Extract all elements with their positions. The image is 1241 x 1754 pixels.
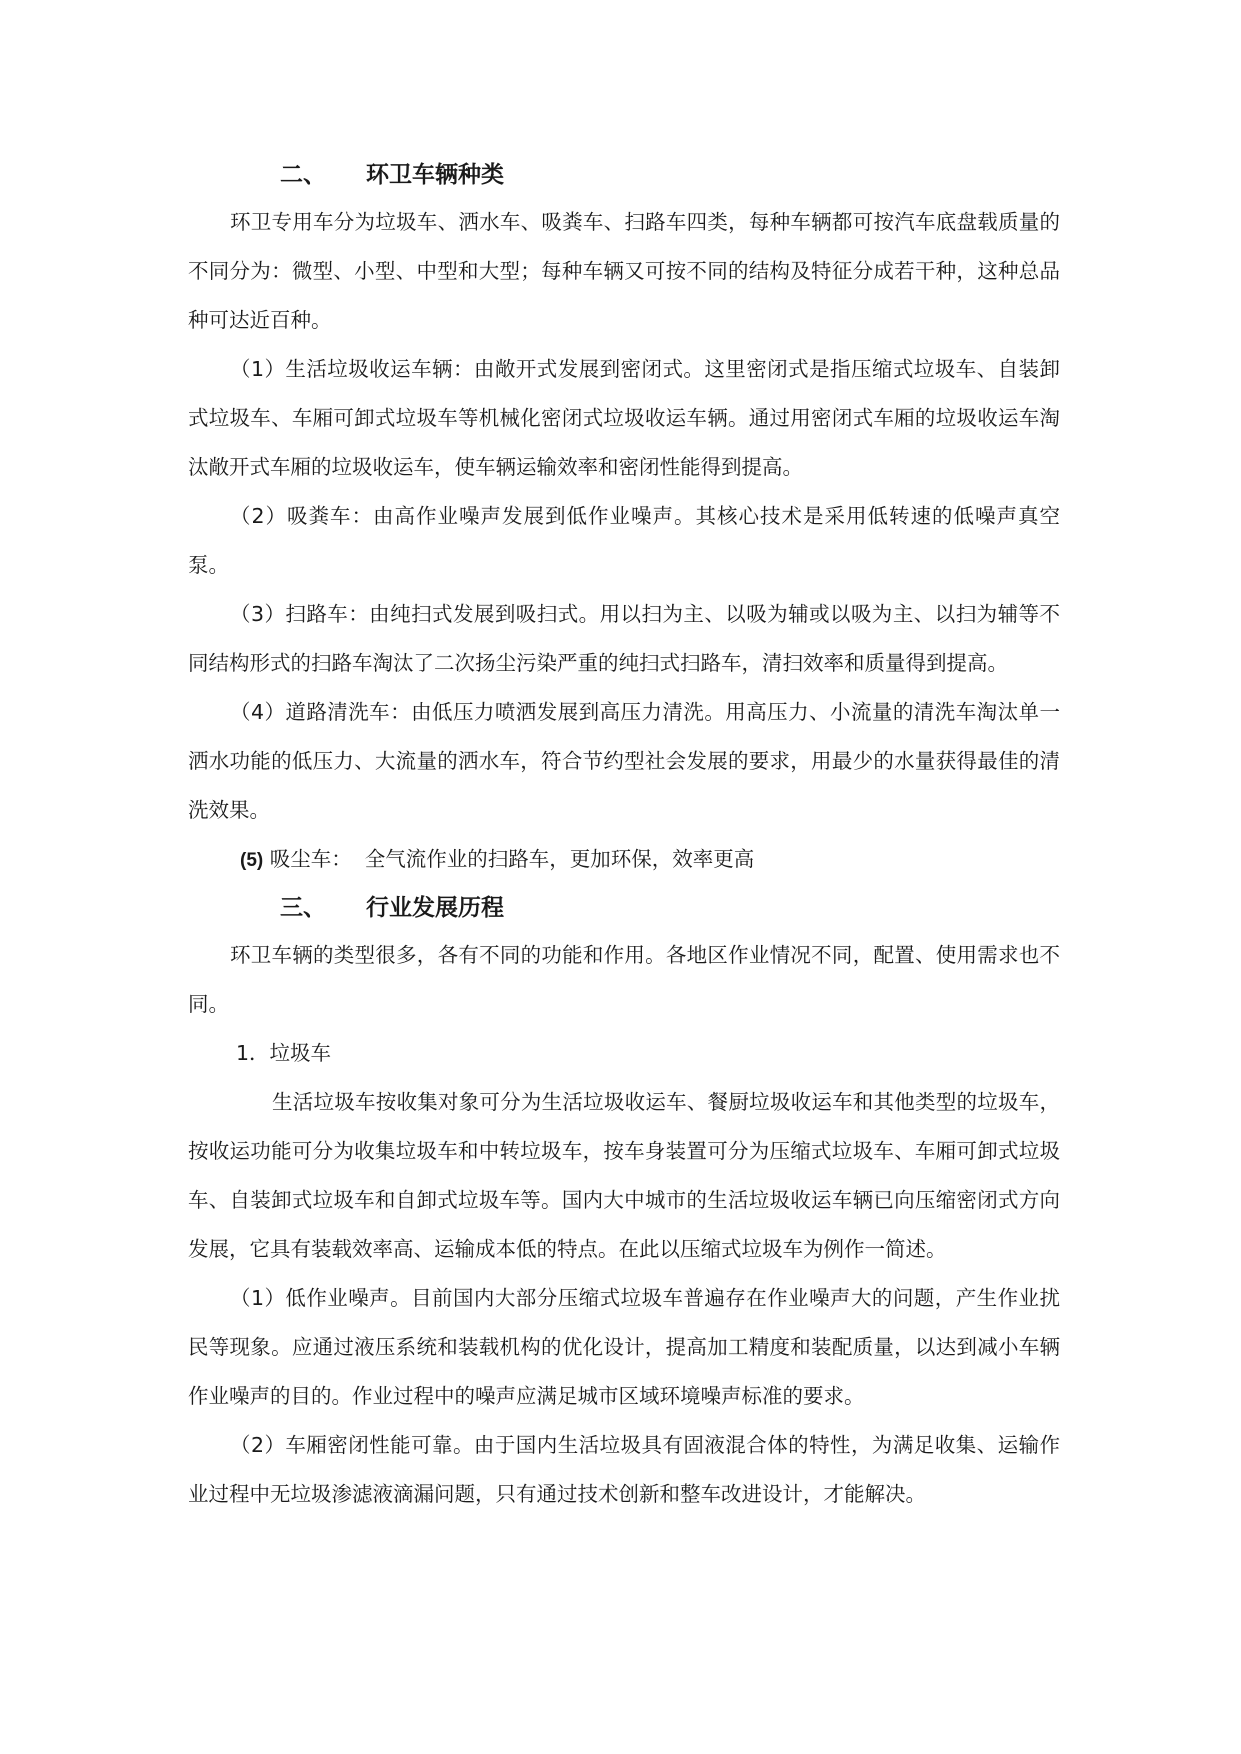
item-text: 吸尘车： 全气流作业的扫路车，更加环保，效率更高	[269, 847, 755, 871]
list-item: （2）吸粪车：由高作业噪声发展到低作业噪声。其核心技术是采用低转速的低噪声真空泵。	[188, 504, 1060, 577]
list-item: （1）低作业噪声。目前国内大部分压缩式垃圾车普遍存在作业噪声大的问题，产生作业扰民等现象。应通过液压系统和装载机构的优化设计，提高加工精度和装配质量，以达到减小车辆作业噪声的目的。作业过程中的噪声应满足城市区域环境噪声标准的要求。	[188, 1286, 1060, 1408]
section-number: 三、	[280, 895, 326, 921]
paragraph: 生活垃圾车按收集对象可分为生活垃圾收运车、餐厨垃圾收运车和其他类型的垃圾车，按收运功能可分为收集垃圾车和中转垃圾车，按车身装置可分为压缩式垃圾车、车厢可卸式垃圾车、自装卸式垃圾车和自卸式垃圾车等。国内大中城市的生活垃圾收运车辆已向压缩密闭式方向发展，它具有装载效率高、运输成本低的特点。在此以压缩式垃圾车为例作一简述。	[188, 1090, 1060, 1261]
list-item	[188, 835, 1060, 885]
section-heading-2	[188, 152, 1060, 198]
list-item: （3）扫路车：由纯扫式发展到吸扫式。用以扫为主、以吸为辅或以吸为主、以扫为辅等不同结构形式的扫路车淘汰了二次扬尘污染严重的纯扫式扫路车，清扫效率和质量得到提高。	[188, 602, 1060, 675]
list-item: （1）生活垃圾收运车辆：由敞开式发展到密闭式。这里密闭式是指压缩式垃圾车、自装卸式垃圾车、车厢可卸式垃圾车等机械化密闭式垃圾收运车辆。通过用密闭式车厢的垃圾收运车淘汰敞开式车厢的垃圾收运车，使车辆运输效率和密闭性能得到提高。	[188, 357, 1060, 479]
item-number: (5)	[240, 850, 264, 871]
paragraph: 环卫车辆的类型很多，各有不同的功能和作用。各地区作业情况不同，配置、使用需求也不同。	[188, 943, 1060, 1016]
paragraph: 环卫专用车分为垃圾车、洒水车、吸粪车、扫路车四类，每种车辆都可按汽车底盘载质量的不同分为：微型、小型、中型和大型；每种车辆又可按不同的结构及特征分成若干种，这种总品种可达近百种。	[188, 210, 1060, 332]
section-heading-3	[188, 885, 1060, 931]
section-title: 行业发展历程	[366, 895, 504, 921]
section-title: 环卫车辆种类	[366, 162, 504, 188]
list-item: （2）车厢密闭性能可靠。由于国内生活垃圾具有固液混合体的特性，为满足收集、运输作业过程中无垃圾渗滤液滴漏问题，只有通过技术创新和整车改进设计，才能解决。	[188, 1433, 1060, 1506]
sub-heading: 1．垃圾车	[236, 1041, 332, 1065]
page-content	[188, 152, 1060, 1519]
list-item: （4）道路清洗车：由低压力喷洒发展到高压力清洗。用高压力、小流量的清洗车淘汰单一洒水功能的低压力、大流量的洒水车，符合节约型社会发展的要求，用最少的水量获得最佳的清洗效果。	[188, 700, 1060, 822]
section-number: 二、	[280, 162, 326, 188]
